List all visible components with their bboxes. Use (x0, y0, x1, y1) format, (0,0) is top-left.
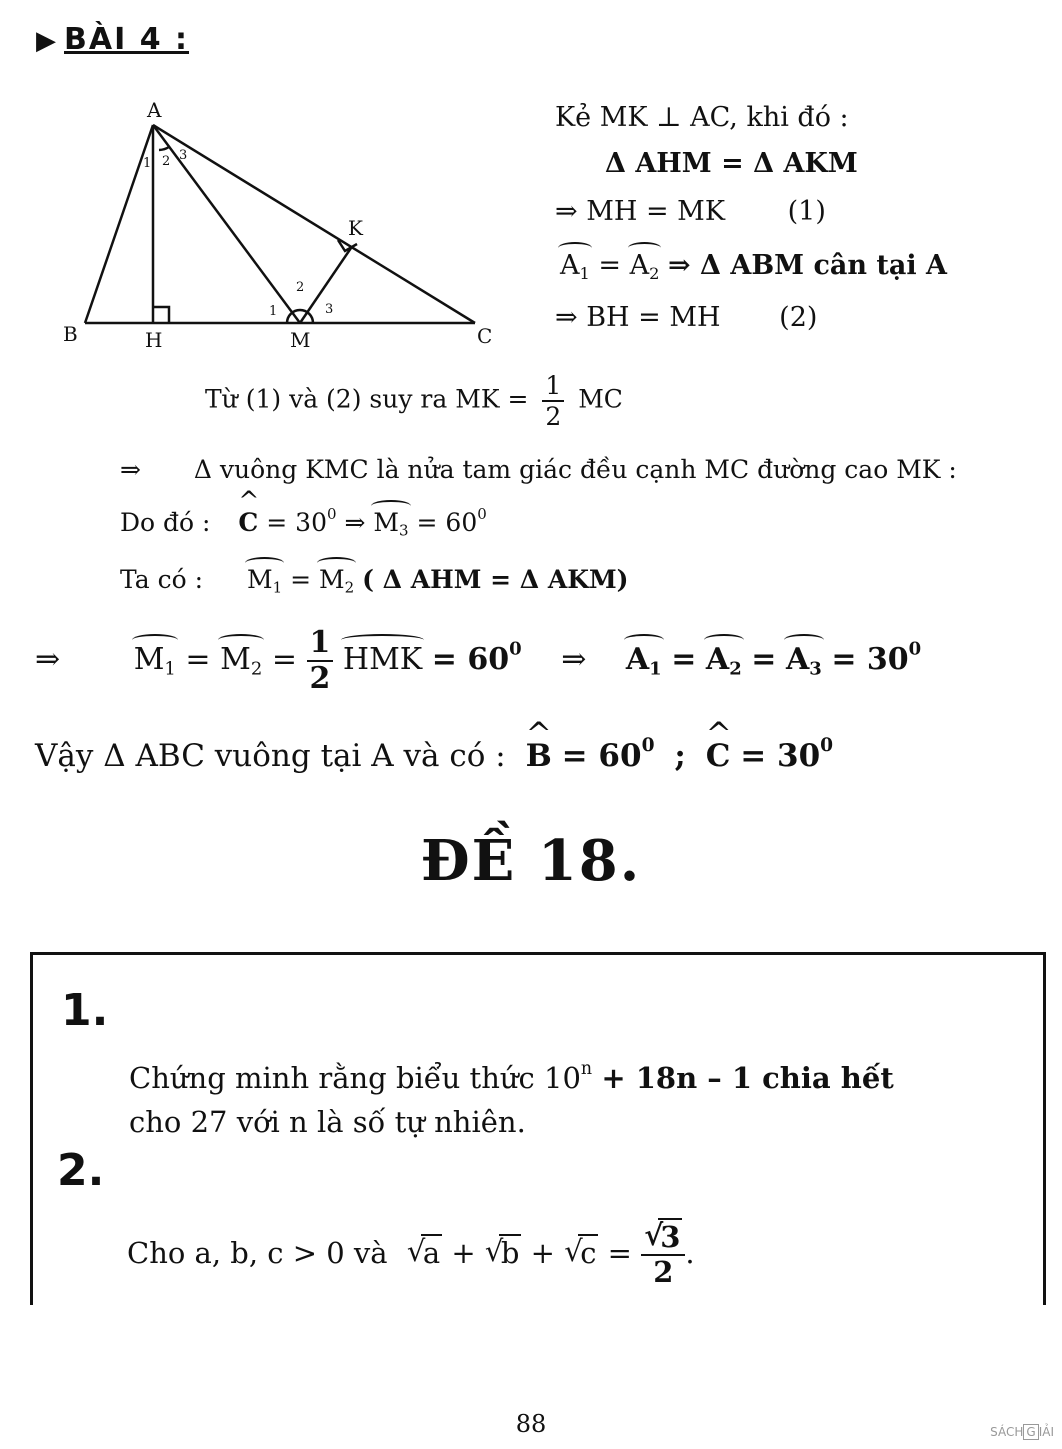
step-congruence: Δ AHM = Δ AKM (605, 148, 858, 179)
angle-a1-big: $A_1$ (625, 642, 662, 680)
period: . (685, 1236, 695, 1270)
step-mh-mk (555, 196, 826, 227)
line-kmc-text: Δ vuông KMC là nửa tam giác đều cạnh MC đường cao MK : (193, 455, 957, 484)
angle-a2: $A_2$ (629, 250, 660, 283)
segment-am (153, 125, 300, 323)
deg: 0 (477, 505, 487, 523)
section-label: BÀI 4 : (64, 22, 190, 57)
deg: 0 (641, 735, 655, 756)
deg: 0 (908, 638, 922, 660)
step-angles-rest: ⇒ Δ ABM cân tại A (668, 250, 947, 281)
exam-title: ĐỀ 18. (420, 828, 642, 894)
line-ta-co (120, 565, 629, 597)
step-angles (560, 250, 947, 283)
problem-1-text-b: + 18n – 1 chia hết (601, 1060, 894, 1095)
step-angles-eq: = (598, 250, 622, 281)
line-ta-co-label: Ta có : (120, 565, 204, 594)
point-label-k: K (348, 216, 363, 240)
line-kmc (120, 455, 957, 484)
eq: = (751, 642, 777, 677)
bullet-icon: ▶ (36, 26, 56, 56)
angle-c: ^ C (706, 738, 731, 774)
page-number: 88 (515, 1410, 547, 1438)
angle-a3-big: $A_3$ (785, 642, 822, 680)
right-angle-h (153, 307, 169, 323)
arrow-implies: ⇒ (561, 642, 587, 677)
step-bh-mh-text: ⇒ BH = MH (555, 302, 721, 333)
angle-c: ^ C (238, 508, 258, 537)
plus: + (451, 1236, 476, 1270)
point-label-c: C (477, 324, 493, 348)
problem-2-pre: Cho a, b, c > 0 và (127, 1236, 388, 1270)
eq: = (185, 642, 211, 677)
angle-label-a1: 1 (143, 156, 152, 171)
angle-m1-big: $M_1$ (133, 642, 176, 680)
eq: = (290, 565, 312, 594)
deg: 0 (327, 505, 337, 523)
angle-m2: $M_2$ (318, 565, 355, 597)
line-angle-values (35, 625, 922, 696)
val-30: = 30 (266, 508, 327, 537)
eq: = (607, 1236, 632, 1270)
arrow-implies: ⇒ (344, 508, 366, 537)
point-label-h: H (145, 328, 163, 352)
line-mk-half-mc (205, 373, 623, 429)
point-label-b: B (63, 322, 78, 346)
fraction-sqrt3-over-2: √ $\frac{3}{2}$ (641, 1223, 685, 1287)
angle-arc-a (159, 147, 169, 150)
step-mh-mk-text: ⇒ MH = MK (555, 196, 726, 227)
conclusion-text: Vậy Δ ABC vuông tại A và có : (35, 737, 506, 774)
angle-m2-big: $M_2$ (220, 642, 263, 680)
problems-box (30, 952, 1046, 1305)
sqrt-a: √ a (407, 1231, 442, 1275)
eq: = (671, 642, 697, 677)
val-60: = 60 (561, 737, 642, 774)
val-30: = 30 (740, 737, 821, 774)
angle-a2-big: $A_2$ (705, 642, 742, 680)
angle-hmk: HMK (342, 642, 423, 677)
line-mk-text: Từ (1) và (2) suy ra MK = (205, 384, 529, 414)
fraction-half-big: $\frac{1}{2}$ (307, 628, 334, 694)
segment-ac (153, 125, 475, 323)
fraction-half: $\frac{1}{2}$ (542, 373, 564, 429)
angle-label-m3: 3 (325, 302, 334, 317)
point-label-m: M (290, 328, 311, 352)
val-60: = 60 (416, 508, 478, 537)
arrow-implies: ⇒ (120, 455, 141, 484)
deg: 0 (509, 638, 522, 660)
line-do-do (120, 505, 487, 540)
problem-1-number: 1. (61, 985, 109, 1036)
line-mk-mc: MC (578, 384, 623, 414)
separator: ; (674, 737, 686, 774)
line-do-do-label: Do đó : (120, 508, 211, 537)
angle-m1: $M_1$ (246, 565, 283, 597)
angle-m3: $M_3$ (373, 508, 409, 540)
point-label-a: A (147, 98, 162, 122)
problem-2-text (127, 1220, 695, 1289)
val-60: = 60 (431, 642, 510, 677)
step-mh-mk-ref: (1) (787, 196, 826, 227)
angle-label-a2: 2 (162, 154, 171, 169)
step-bh-mh-ref: (2) (779, 302, 818, 333)
line-ta-co-reason: ( Δ AHM = Δ AKM) (362, 565, 629, 594)
exponent-n: n (580, 1059, 593, 1079)
sqrt-b: √ b (485, 1231, 522, 1275)
line-conclusion (35, 735, 833, 774)
sqrt-c: √ c (564, 1231, 598, 1275)
angle-label-m1: 1 (269, 304, 278, 319)
angle-label-m2: 2 (296, 280, 305, 295)
problem-1-text (129, 1047, 894, 1144)
arrow-implies: ⇒ (35, 642, 61, 677)
step-construct: Kẻ MK ⊥ AC, khi đó : (555, 102, 849, 133)
val-30: = 30 (831, 642, 909, 677)
eq: = (271, 642, 297, 677)
deg: 0 (820, 735, 834, 756)
section-heading (36, 22, 189, 57)
angle-b: ^ B (526, 738, 552, 774)
step-bh-mh (555, 302, 817, 333)
problem-1-text-a: Chứng minh rằng biểu thức 10 (129, 1060, 581, 1095)
problem-2-number: 2. (57, 1145, 105, 1196)
plus: + (530, 1236, 555, 1270)
angle-a1: $A_1$ (560, 250, 590, 283)
triangle-figure (55, 95, 515, 355)
segment-ab (85, 125, 153, 323)
angle-label-a3: 3 (179, 148, 188, 163)
watermark-logo: SÁCH G IẢI (990, 1425, 1054, 1439)
problem-1-text-c: cho 27 với n là số tự nhiên. (129, 1104, 526, 1139)
